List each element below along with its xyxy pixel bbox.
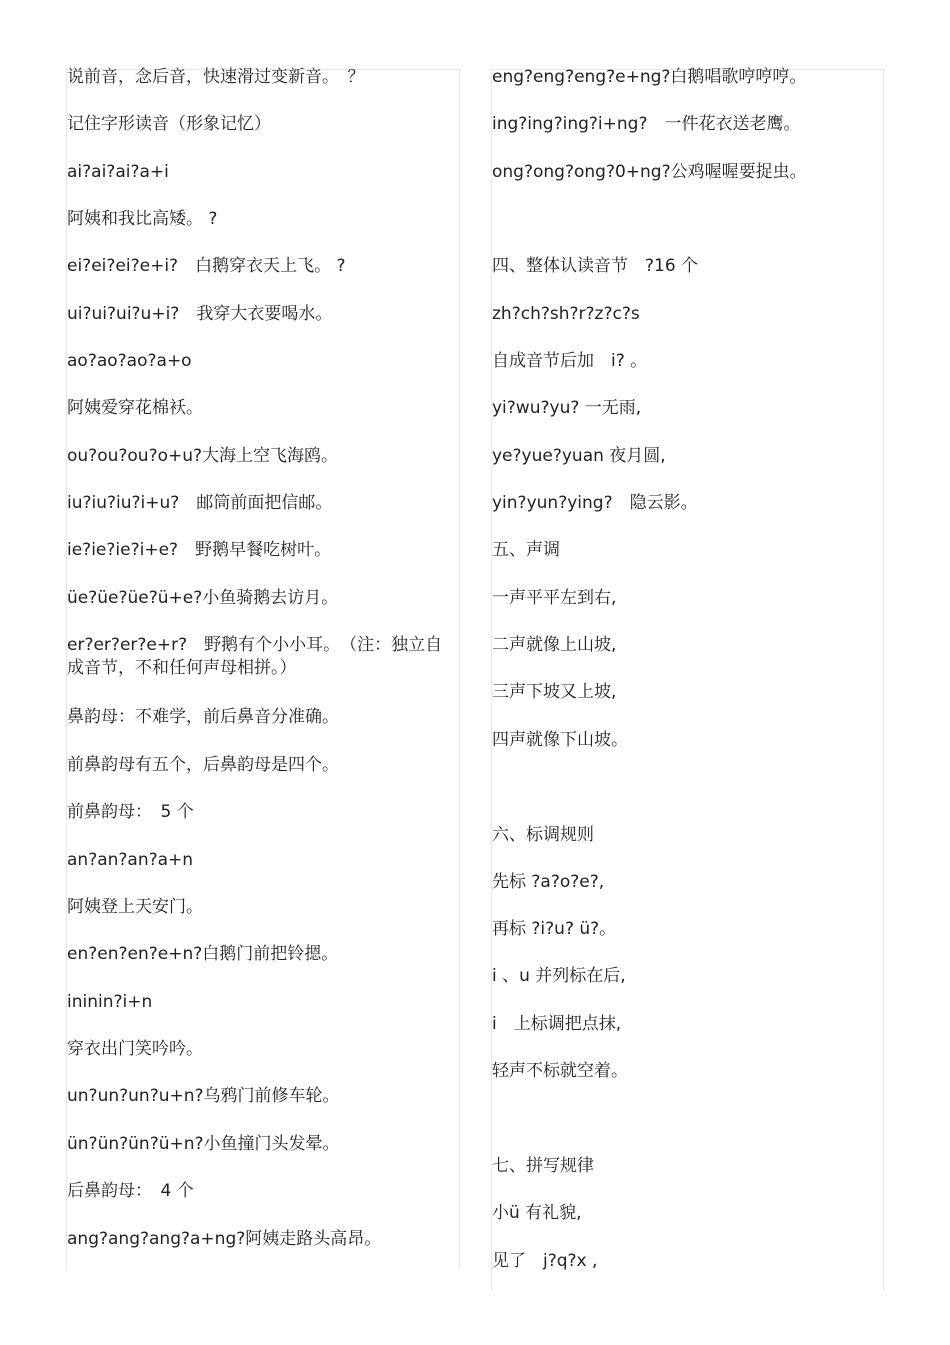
left-line: 后鼻韵母： 4 个	[67, 1181, 194, 1201]
left-line: 鼻韵母：不难学，前后鼻音分准确。	[67, 707, 339, 727]
left-line-note: er?er?er?e+r? 野鹅有个小小耳。 （注：独立自成音节，不和任何声母相拼。）	[67, 635, 443, 678]
left-line: ie?ie?ie?i+e? 野鹅早餐吃树叶。	[67, 540, 332, 560]
left-line: ininin?i+n	[67, 992, 153, 1012]
right-line: ye?yue?yuan 夜月圆,	[492, 446, 666, 466]
left-line: un?un?un?u+n?乌鸦门前修车轮。	[67, 1086, 340, 1106]
left-line: 阿姨和我比高矮。 ?	[67, 209, 218, 229]
right-line: 见了 j?q?x ,	[492, 1251, 598, 1271]
right-line: yi?wu?yu? 一无雨,	[492, 398, 642, 418]
left-line: 前鼻韵母： 5 个	[67, 802, 194, 822]
left-line: ai?ai?ai?a+i	[67, 162, 169, 182]
right-column-right-border	[883, 69, 884, 1291]
right-line: ong?ong?ong?0+ng?公鸡喔喔要捉虫。	[492, 162, 807, 182]
right-line: 一声平平左到右,	[492, 588, 617, 608]
right-line: 小ü 有礼貌,	[492, 1203, 582, 1223]
right-line: ing?ing?ing?i+ng? 一件花衣送老鹰。	[492, 114, 801, 134]
left-line: 阿姨爱穿花棉袄。	[67, 398, 203, 418]
right-line: 四声就像下山坡。	[492, 730, 628, 750]
section-heading: 五、声调	[492, 540, 560, 560]
left-line: 阿姨登上天安门。	[67, 897, 203, 917]
right-line: yin?yun?ying? 隐云影。	[492, 493, 698, 513]
right-line: 先标 ?a?o?e?,	[492, 872, 605, 892]
right-line: 三声下坡又上坡,	[492, 682, 617, 702]
left-line: ün?ün?ün?ü+n?小鱼撞门头发晕。	[67, 1134, 340, 1154]
left-line: en?en?en?e+n?白鹅门前把铃摁。	[67, 944, 339, 964]
right-line: zh?ch?sh?r?z?c?s	[492, 304, 640, 324]
column-divider	[459, 69, 460, 1269]
left-line: 说前音，念后音，快速滑过变新音。 ？	[67, 67, 365, 87]
left-line: ang?ang?ang?a+ng?阿姨走路头高昂。	[67, 1229, 382, 1249]
right-line: eng?eng?eng?e+ng?白鹅唱歌哼哼哼。	[492, 67, 807, 87]
left-line: ao?ao?ao?a+o	[67, 351, 192, 371]
right-column-left-border	[491, 69, 492, 1291]
right-line: 二声就像上山坡,	[492, 635, 617, 655]
section-heading: 四、整体认读音节 ?16 个	[492, 256, 699, 276]
right-line: i 上标调把点抹,	[492, 1014, 622, 1034]
right-line: 轻声不标就空着。	[492, 1061, 628, 1081]
right-line: 自成音节后加 i? 。	[492, 351, 648, 371]
left-line: ei?ei?ei?e+i? 白鹅穿衣天上飞。 ?	[67, 256, 346, 276]
left-line: an?an?an?a+n	[67, 850, 194, 870]
section-heading: 六、标调规则	[492, 825, 594, 845]
left-line: iu?iu?iu?i+u? 邮筒前面把信邮。	[67, 493, 333, 513]
left-line: 穿衣出门笑吟吟。	[67, 1039, 203, 1059]
right-line: 再标 ?i?u? ü?。	[492, 919, 617, 939]
left-line: üe?üe?üe?ü+e?小鱼骑鹅去访月。	[67, 588, 339, 608]
left-line: ou?ou?ou?o+u?大海上空飞海鸥。	[67, 446, 339, 466]
section-heading: 七、拼写规律	[492, 1156, 594, 1176]
left-line: ui?ui?ui?u+i? 我穿大衣要喝水。	[67, 304, 333, 324]
right-line: i 、u 并列标在后,	[492, 966, 626, 986]
left-line: 前鼻韵母有五个，后鼻韵母是四个。	[67, 755, 339, 775]
left-line: 记住字形读音（形象记忆）	[67, 114, 271, 134]
